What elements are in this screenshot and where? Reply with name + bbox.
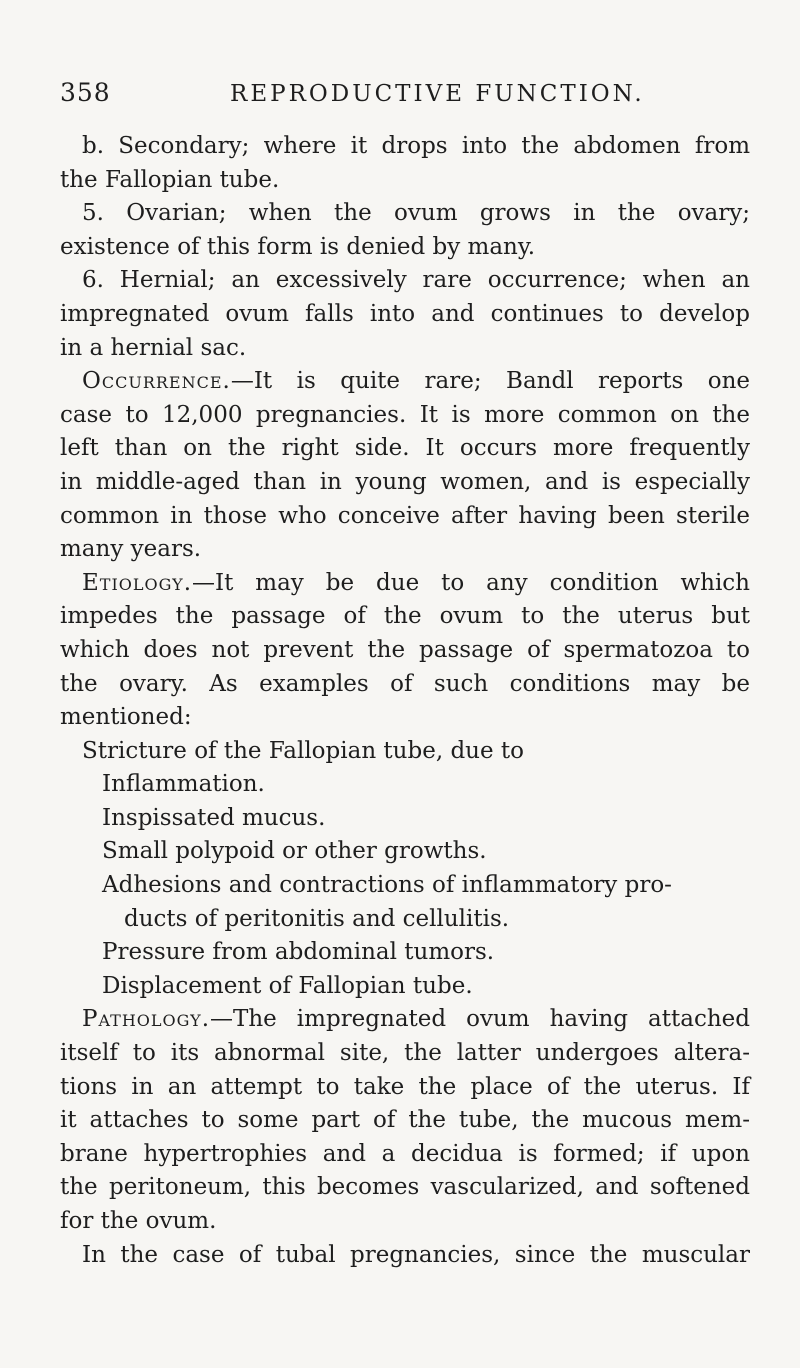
line-text: the peritoneum, this becomes vascularized, and softened bbox=[60, 1174, 750, 1201]
body-line bbox=[60, 768, 750, 802]
body-line bbox=[60, 701, 750, 735]
section-heading: Occurrence. bbox=[82, 368, 231, 395]
page-header bbox=[60, 78, 750, 122]
body-line bbox=[60, 835, 750, 869]
section-heading: Etiology. bbox=[82, 569, 193, 596]
body-line bbox=[60, 500, 750, 534]
line-text: brane hypertrophies and a decidua is formed; if upon bbox=[60, 1140, 750, 1167]
body-line bbox=[60, 533, 750, 567]
body-line bbox=[60, 936, 750, 970]
body-line bbox=[60, 365, 750, 399]
body-text bbox=[60, 130, 750, 1272]
section-heading: Pathology. bbox=[82, 1006, 211, 1033]
line-text: —It may be due to any condition which bbox=[192, 569, 750, 596]
body-line bbox=[60, 869, 750, 903]
body-line bbox=[60, 164, 750, 198]
line-text: the Fallopian tube. bbox=[60, 166, 280, 193]
line-text: tions in an attempt to take the place of the uterus. If bbox=[60, 1073, 750, 1100]
body-line bbox=[60, 1071, 750, 1105]
body-line bbox=[60, 466, 750, 500]
body-line bbox=[60, 231, 750, 265]
book-page bbox=[60, 78, 750, 1272]
page-number: 358 bbox=[60, 78, 111, 107]
body-line bbox=[60, 1003, 750, 1037]
body-line bbox=[60, 130, 750, 164]
body-line bbox=[60, 399, 750, 433]
body-line bbox=[60, 298, 750, 332]
body-line bbox=[60, 735, 750, 769]
line-text: the ovary. As examples of such conditions may be bbox=[60, 670, 750, 697]
line-text: it attaches to some part of the tube, the mucous mem- bbox=[60, 1107, 750, 1134]
body-line bbox=[60, 197, 750, 231]
body-line bbox=[60, 668, 750, 702]
line-text: in a hernial sac. bbox=[60, 334, 247, 361]
line-text: common in those who conceive after having been sterile bbox=[60, 502, 750, 529]
body-line bbox=[60, 1171, 750, 1205]
body-line bbox=[60, 1037, 750, 1071]
line-text: b. Secondary; where it drops into the abdomen from bbox=[82, 133, 750, 159]
line-text: Inflammation. bbox=[102, 771, 265, 798]
line-text: for the ovum. bbox=[60, 1208, 217, 1234]
line-text: Displacement of Fallopian tube. bbox=[102, 972, 473, 999]
body-line bbox=[60, 1239, 750, 1273]
line-text: existence of this form is denied by many. bbox=[60, 233, 536, 260]
body-line bbox=[60, 1104, 750, 1138]
body-line bbox=[60, 802, 750, 836]
line-text: case to 12,000 pregnancies. It is more common on the bbox=[60, 401, 750, 428]
line-text: which does not prevent the passage of spermatozoa to bbox=[60, 636, 750, 663]
body-line bbox=[60, 1205, 750, 1239]
line-text: ducts of peritonitis and cellulitis. bbox=[124, 905, 510, 932]
line-text: itself to its abnormal site, the latter undergoes altera- bbox=[60, 1040, 750, 1067]
body-line bbox=[60, 567, 750, 601]
line-text: Small polypoid or other growths. bbox=[102, 838, 487, 865]
line-text: Adhesions and contractions of inflammatory pro- bbox=[102, 872, 672, 899]
line-text: Stricture of the Fallopian tube, due to bbox=[82, 737, 524, 764]
body-line bbox=[60, 432, 750, 466]
line-text: Pressure from abdominal tumors. bbox=[102, 939, 495, 966]
body-line bbox=[60, 634, 750, 668]
body-line bbox=[60, 332, 750, 366]
body-line bbox=[60, 264, 750, 298]
line-text: —The impregnated ovum having attached bbox=[210, 1006, 750, 1033]
running-head: REPRODUCTIVE FUNCTION. bbox=[230, 81, 645, 107]
line-text: 5. Ovarian; when the ovum grows in the ovary; bbox=[82, 200, 750, 227]
line-text: impedes the passage of the ovum to the uterus but bbox=[60, 603, 750, 630]
line-text: In the case of tubal pregnancies, since the muscular bbox=[82, 1241, 750, 1268]
body-line bbox=[60, 903, 750, 937]
line-text: —It is quite rare; Bandl reports one bbox=[230, 368, 750, 395]
line-text: many years. bbox=[60, 536, 202, 563]
line-text: 6. Hernial; an excessively rare occurrence; when an bbox=[82, 267, 750, 294]
line-text: Inspissated mucus. bbox=[102, 804, 326, 831]
line-text: left than on the right side. It occurs more frequently bbox=[60, 435, 750, 462]
body-line bbox=[60, 970, 750, 1004]
line-text: mentioned: bbox=[60, 704, 192, 731]
line-text: in middle-aged than in young women, and is especially bbox=[60, 468, 750, 495]
body-line bbox=[60, 1138, 750, 1172]
line-text: impregnated ovum falls into and continues to develop bbox=[60, 300, 750, 327]
body-line bbox=[60, 600, 750, 634]
